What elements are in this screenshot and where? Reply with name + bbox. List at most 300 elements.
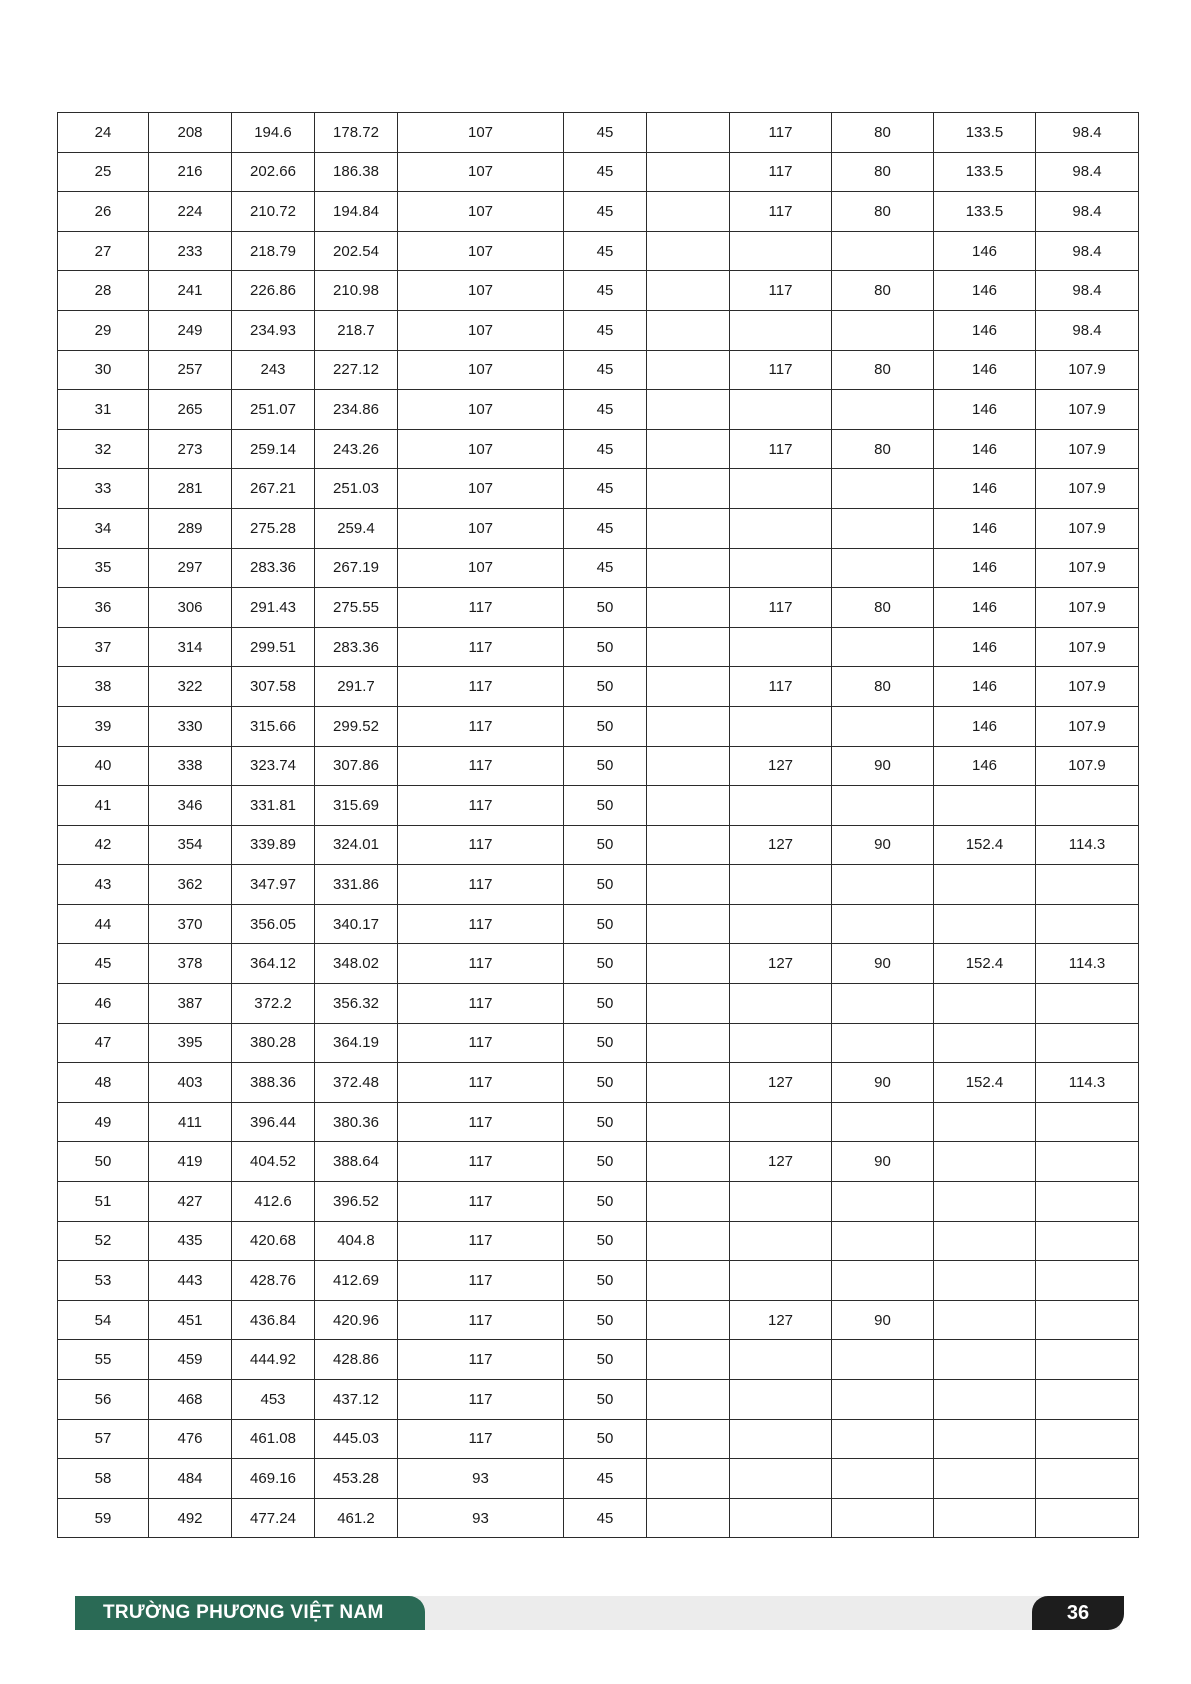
table-cell [934, 904, 1036, 944]
table-cell: 117 [398, 825, 564, 865]
table-cell [730, 1340, 832, 1380]
table-cell: 114.3 [1036, 825, 1139, 865]
table-cell: 107 [398, 469, 564, 509]
table-cell: 404.8 [315, 1221, 398, 1261]
table-cell: 45 [564, 310, 647, 350]
table-cell: 50 [564, 746, 647, 786]
table-cell: 307.86 [315, 746, 398, 786]
table-cell [730, 627, 832, 667]
table-cell: 45 [564, 469, 647, 509]
table-cell: 267.19 [315, 548, 398, 588]
table-cell: 117 [730, 192, 832, 232]
table-cell [832, 1498, 934, 1538]
table-cell: 50 [564, 984, 647, 1024]
table-cell: 27 [58, 231, 149, 271]
table-cell [647, 904, 730, 944]
table-cell [647, 310, 730, 350]
table-cell: 330 [149, 706, 232, 746]
table-cell [832, 904, 934, 944]
table-cell: 356.05 [232, 904, 315, 944]
table-cell [934, 1498, 1036, 1538]
table-cell: 324.01 [315, 825, 398, 865]
table-row [58, 1063, 1139, 1103]
table-cell: 267.21 [232, 469, 315, 509]
table-cell: 58 [58, 1459, 149, 1499]
table-row [58, 1221, 1139, 1261]
table-cell: 194.84 [315, 192, 398, 232]
table-cell [647, 508, 730, 548]
table-cell: 186.38 [315, 152, 398, 192]
table-cell: 388.64 [315, 1142, 398, 1182]
table-cell: 445.03 [315, 1419, 398, 1459]
table-cell [934, 1142, 1036, 1182]
table-cell [934, 1182, 1036, 1222]
table-cell: 218.7 [315, 310, 398, 350]
table-cell [647, 627, 730, 667]
table-row [58, 508, 1139, 548]
table-cell: 50 [564, 1182, 647, 1222]
table-cell [934, 1023, 1036, 1063]
table-cell: 194.6 [232, 113, 315, 153]
table-cell: 127 [730, 1142, 832, 1182]
table-cell [934, 1102, 1036, 1142]
table-cell: 476 [149, 1419, 232, 1459]
table-cell: 437.12 [315, 1380, 398, 1420]
table-cell: 117 [398, 1182, 564, 1222]
table-cell: 241 [149, 271, 232, 311]
table-cell: 492 [149, 1498, 232, 1538]
table-cell: 372.48 [315, 1063, 398, 1103]
table-cell: 45 [564, 231, 647, 271]
table-cell [934, 984, 1036, 1024]
table-cell: 436.84 [232, 1300, 315, 1340]
table-cell [647, 1498, 730, 1538]
table-cell [647, 350, 730, 390]
table-row [58, 429, 1139, 469]
table-cell: 395 [149, 1023, 232, 1063]
table-cell: 412.69 [315, 1261, 398, 1301]
table-cell [1036, 984, 1139, 1024]
table-cell: 146 [934, 627, 1036, 667]
table-cell: 315.66 [232, 706, 315, 746]
table-cell: 39 [58, 706, 149, 746]
table-cell: 461.08 [232, 1419, 315, 1459]
table-cell: 117 [730, 350, 832, 390]
table-cell: 90 [832, 944, 934, 984]
table-row [58, 271, 1139, 311]
table-cell [832, 1459, 934, 1499]
table-cell: 53 [58, 1261, 149, 1301]
table-cell: 45 [564, 192, 647, 232]
table-cell: 117 [730, 667, 832, 707]
table-cell: 133.5 [934, 192, 1036, 232]
table-row [58, 825, 1139, 865]
table-cell [730, 1221, 832, 1261]
table-cell: 331.81 [232, 786, 315, 826]
table-cell [832, 1221, 934, 1261]
table-row [58, 706, 1139, 746]
table-row [58, 746, 1139, 786]
table-cell [647, 825, 730, 865]
table-cell [730, 706, 832, 746]
table-cell: 45 [564, 508, 647, 548]
table-cell: 146 [934, 231, 1036, 271]
table-cell: 218.79 [232, 231, 315, 271]
table-cell [934, 1221, 1036, 1261]
table-row [58, 310, 1139, 350]
table-cell: 45 [564, 429, 647, 469]
table-cell [647, 786, 730, 826]
table-cell [832, 231, 934, 271]
table-cell: 372.2 [232, 984, 315, 1024]
table-cell: 107 [398, 271, 564, 311]
table-cell: 117 [398, 1023, 564, 1063]
table-cell: 297 [149, 548, 232, 588]
table-cell: 146 [934, 508, 1036, 548]
table-cell: 127 [730, 1300, 832, 1340]
table-cell: 117 [730, 271, 832, 311]
table-cell: 32 [58, 429, 149, 469]
table-cell: 30 [58, 350, 149, 390]
table-cell: 146 [934, 350, 1036, 390]
table-cell: 117 [398, 667, 564, 707]
table-cell: 50 [564, 904, 647, 944]
table-cell [832, 508, 934, 548]
table-cell: 29 [58, 310, 149, 350]
table-cell [1036, 786, 1139, 826]
table-cell [647, 588, 730, 628]
table-cell: 378 [149, 944, 232, 984]
table-cell [730, 390, 832, 430]
table-cell: 356.32 [315, 984, 398, 1024]
table-cell: 243.26 [315, 429, 398, 469]
table-cell: 210.72 [232, 192, 315, 232]
table-cell [1036, 1340, 1139, 1380]
table-cell: 451 [149, 1300, 232, 1340]
table-cell: 50 [564, 944, 647, 984]
table-cell: 80 [832, 350, 934, 390]
table-cell: 44 [58, 904, 149, 944]
table-row [58, 231, 1139, 271]
table-cell: 98.4 [1036, 310, 1139, 350]
table-row [58, 865, 1139, 905]
table-cell: 259.4 [315, 508, 398, 548]
table-cell: 90 [832, 1142, 934, 1182]
table-cell: 459 [149, 1340, 232, 1380]
table-cell: 45 [564, 390, 647, 430]
table-cell: 107 [398, 429, 564, 469]
table-cell: 234.93 [232, 310, 315, 350]
table-cell: 50 [564, 1300, 647, 1340]
table-cell [934, 1380, 1036, 1420]
table-cell: 251.03 [315, 469, 398, 509]
table-cell: 98.4 [1036, 271, 1139, 311]
table-cell: 80 [832, 429, 934, 469]
table-cell [832, 865, 934, 905]
table-cell: 306 [149, 588, 232, 628]
table-cell [647, 469, 730, 509]
table-cell: 107.9 [1036, 627, 1139, 667]
table-cell: 80 [832, 113, 934, 153]
table-cell: 117 [398, 786, 564, 826]
table-cell: 396.52 [315, 1182, 398, 1222]
table-cell: 56 [58, 1380, 149, 1420]
table-cell: 26 [58, 192, 149, 232]
table-cell [730, 231, 832, 271]
table-cell [647, 1419, 730, 1459]
table-row [58, 904, 1139, 944]
table-cell [934, 1261, 1036, 1301]
table-cell: 354 [149, 825, 232, 865]
table-cell: 133.5 [934, 152, 1036, 192]
table-cell [647, 944, 730, 984]
table-cell: 50 [564, 1380, 647, 1420]
table-cell [1036, 1182, 1139, 1222]
table-cell: 322 [149, 667, 232, 707]
table-cell: 50 [564, 706, 647, 746]
table-cell: 50 [564, 588, 647, 628]
table-cell [832, 1340, 934, 1380]
table-cell: 107 [398, 310, 564, 350]
table-cell: 35 [58, 548, 149, 588]
table-cell: 45 [564, 350, 647, 390]
table-cell: 453.28 [315, 1459, 398, 1499]
table-cell [1036, 1459, 1139, 1499]
table-row [58, 786, 1139, 826]
table-cell [730, 1182, 832, 1222]
table-cell: 45 [564, 152, 647, 192]
table-cell: 146 [934, 548, 1036, 588]
table-cell [647, 746, 730, 786]
table-cell: 80 [832, 192, 934, 232]
table-row [58, 1340, 1139, 1380]
table-cell: 45 [564, 113, 647, 153]
table-cell: 40 [58, 746, 149, 786]
table-cell: 93 [398, 1459, 564, 1499]
table-row [58, 588, 1139, 628]
table-cell: 107 [398, 548, 564, 588]
table-cell: 107.9 [1036, 350, 1139, 390]
table-cell: 428.86 [315, 1340, 398, 1380]
table-cell [934, 1459, 1036, 1499]
table-cell: 117 [398, 1380, 564, 1420]
table-cell: 348.02 [315, 944, 398, 984]
table-cell [832, 706, 934, 746]
table-cell: 146 [934, 588, 1036, 628]
table-cell: 347.97 [232, 865, 315, 905]
table-cell: 107.9 [1036, 667, 1139, 707]
table-cell [647, 429, 730, 469]
table-cell: 208 [149, 113, 232, 153]
table-cell [647, 1102, 730, 1142]
table-cell: 107 [398, 390, 564, 430]
table-cell: 107.9 [1036, 390, 1139, 430]
table-cell: 117 [730, 429, 832, 469]
table-cell: 251.07 [232, 390, 315, 430]
table-cell: 178.72 [315, 113, 398, 153]
table-cell: 427 [149, 1182, 232, 1222]
table-cell: 107.9 [1036, 469, 1139, 509]
table-cell: 257 [149, 350, 232, 390]
table-cell: 152.4 [934, 825, 1036, 865]
table-cell [1036, 1261, 1139, 1301]
table-cell: 146 [934, 310, 1036, 350]
data-table [57, 112, 1139, 1538]
table-row [58, 1380, 1139, 1420]
table-cell: 420.68 [232, 1221, 315, 1261]
table-cell [832, 548, 934, 588]
table-cell: 107 [398, 113, 564, 153]
table-row [58, 944, 1139, 984]
table-cell: 469.16 [232, 1459, 315, 1499]
table-cell: 210.98 [315, 271, 398, 311]
table-cell: 117 [398, 1142, 564, 1182]
table-cell: 47 [58, 1023, 149, 1063]
table-cell [832, 1182, 934, 1222]
table-cell [730, 1459, 832, 1499]
table-row [58, 152, 1139, 192]
table-cell: 364.12 [232, 944, 315, 984]
table-cell: 396.44 [232, 1102, 315, 1142]
table-cell: 43 [58, 865, 149, 905]
table-cell [934, 1340, 1036, 1380]
footer-brand-label: TRƯỜNG PHƯƠNG VIỆT NAM [75, 1596, 425, 1630]
table-cell: 216 [149, 152, 232, 192]
table-cell: 46 [58, 984, 149, 1024]
table-cell: 45 [564, 1459, 647, 1499]
table-cell: 31 [58, 390, 149, 430]
table-cell [934, 1419, 1036, 1459]
table-cell: 52 [58, 1221, 149, 1261]
table-cell [1036, 1380, 1139, 1420]
table-cell [647, 865, 730, 905]
table-cell: 468 [149, 1380, 232, 1420]
table-cell: 107.9 [1036, 588, 1139, 628]
table-cell: 45 [564, 1498, 647, 1538]
table-cell: 107.9 [1036, 429, 1139, 469]
table-row [58, 1459, 1139, 1499]
table-cell: 33 [58, 469, 149, 509]
table-cell: 461.2 [315, 1498, 398, 1538]
table-row [58, 1300, 1139, 1340]
table-cell [1036, 1498, 1139, 1538]
table-cell [730, 1419, 832, 1459]
table-cell: 90 [832, 825, 934, 865]
table-row [58, 350, 1139, 390]
table-row [58, 390, 1139, 430]
table-cell: 50 [564, 1261, 647, 1301]
table-row [58, 1498, 1139, 1538]
table-cell: 117 [398, 1221, 564, 1261]
table-cell: 50 [564, 1023, 647, 1063]
table-cell: 45 [58, 944, 149, 984]
table-cell [1036, 1102, 1139, 1142]
table-cell: 50 [564, 1340, 647, 1380]
table-cell: 275.55 [315, 588, 398, 628]
table-cell: 28 [58, 271, 149, 311]
table-cell: 50 [564, 627, 647, 667]
table-cell: 338 [149, 746, 232, 786]
table-cell: 283.36 [232, 548, 315, 588]
table-cell: 117 [398, 706, 564, 746]
table-cell: 202.54 [315, 231, 398, 271]
table-cell: 107.9 [1036, 706, 1139, 746]
table-cell [647, 1063, 730, 1103]
table-cell: 127 [730, 944, 832, 984]
table-row [58, 113, 1139, 153]
table-cell [1036, 1142, 1139, 1182]
table-cell: 443 [149, 1261, 232, 1301]
table-cell: 117 [398, 904, 564, 944]
table-cell: 50 [564, 786, 647, 826]
table-cell: 420.96 [315, 1300, 398, 1340]
table-cell: 80 [832, 588, 934, 628]
table-row [58, 469, 1139, 509]
table-cell: 107.9 [1036, 746, 1139, 786]
table-cell: 42 [58, 825, 149, 865]
table-cell: 98.4 [1036, 113, 1139, 153]
table-cell: 273 [149, 429, 232, 469]
table-cell: 98.4 [1036, 192, 1139, 232]
table-cell: 152.4 [934, 1063, 1036, 1103]
table-cell: 146 [934, 429, 1036, 469]
table-cell: 339.89 [232, 825, 315, 865]
table-cell: 50 [564, 1221, 647, 1261]
table-cell: 146 [934, 390, 1036, 430]
table-cell [730, 1498, 832, 1538]
table-cell [730, 1023, 832, 1063]
table-cell [730, 508, 832, 548]
table-cell: 281 [149, 469, 232, 509]
table-cell: 107 [398, 192, 564, 232]
table-cell [647, 152, 730, 192]
table-cell: 90 [832, 1300, 934, 1340]
table-cell: 117 [730, 113, 832, 153]
table-cell: 224 [149, 192, 232, 232]
table-cell [730, 310, 832, 350]
table-cell: 107.9 [1036, 548, 1139, 588]
table-cell: 146 [934, 469, 1036, 509]
table-cell: 249 [149, 310, 232, 350]
table-cell [730, 1380, 832, 1420]
table-cell: 117 [398, 1300, 564, 1340]
table-cell: 435 [149, 1221, 232, 1261]
table-cell: 93 [398, 1498, 564, 1538]
table-cell: 307.58 [232, 667, 315, 707]
table-cell: 117 [398, 1261, 564, 1301]
table-cell: 259.14 [232, 429, 315, 469]
table-cell [832, 310, 934, 350]
table-cell [647, 1340, 730, 1380]
table-cell [832, 390, 934, 430]
table-cell [730, 1102, 832, 1142]
table-cell: 412.6 [232, 1182, 315, 1222]
table-cell: 233 [149, 231, 232, 271]
table-cell: 346 [149, 786, 232, 826]
table-cell [832, 1419, 934, 1459]
table-cell [832, 786, 934, 826]
table-cell: 227.12 [315, 350, 398, 390]
table-cell: 146 [934, 706, 1036, 746]
table-cell [730, 1261, 832, 1301]
table-body [58, 113, 1139, 1538]
table-cell: 275.28 [232, 508, 315, 548]
table-cell: 146 [934, 271, 1036, 311]
table-cell: 107 [398, 152, 564, 192]
table-cell: 364.19 [315, 1023, 398, 1063]
table-cell: 117 [398, 1419, 564, 1459]
table-cell [647, 1380, 730, 1420]
